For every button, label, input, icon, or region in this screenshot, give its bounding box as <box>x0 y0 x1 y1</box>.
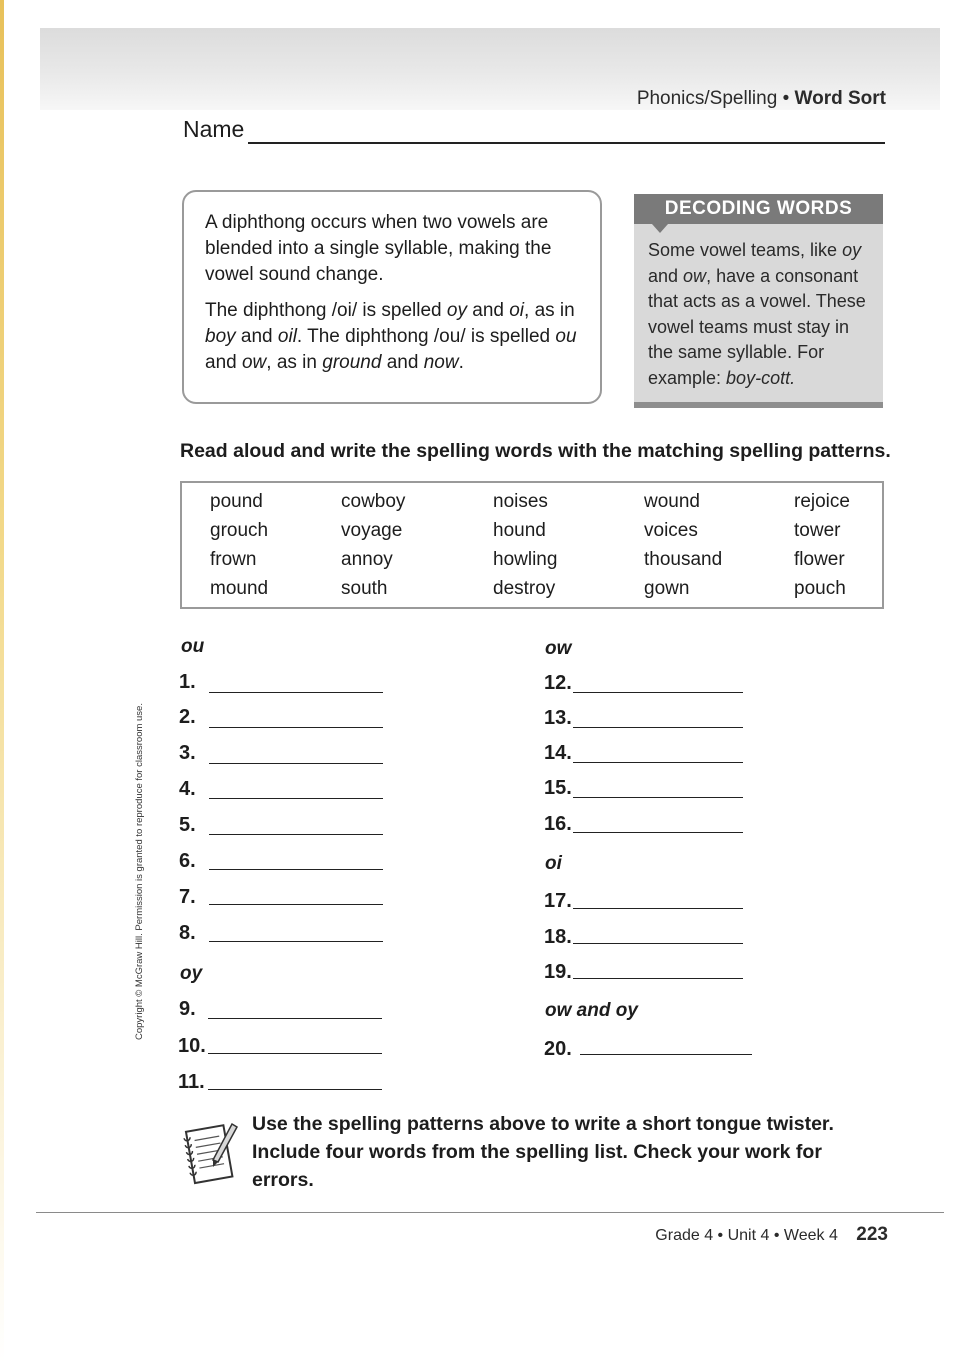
page-number: 223 <box>856 1224 888 1245</box>
section-heading-ow: ow <box>545 638 572 659</box>
answer-line[interactable] <box>209 869 383 870</box>
decoding-words-text: Some vowel teams, like oy and ow, have a consonant that acts as a vowel. These vowel teams must stay in the same syllable. For example: boy-cott. <box>648 240 866 388</box>
item-number: 13. <box>544 707 572 729</box>
item-number: 1. <box>179 671 196 693</box>
answer-line[interactable] <box>573 727 743 728</box>
word-item: south <box>341 578 388 599</box>
item-number: 12. <box>544 672 572 694</box>
answer-line[interactable] <box>209 727 383 728</box>
footer-divider <box>36 1212 944 1213</box>
answer-line[interactable] <box>573 943 743 944</box>
answer-line[interactable] <box>573 832 743 833</box>
word-column-5 <box>794 487 850 603</box>
answer-line[interactable] <box>209 692 383 693</box>
decoding-words-title: DECODING WORDS <box>634 194 883 224</box>
name-label: Name <box>183 116 245 142</box>
item-number: 17. <box>544 890 572 912</box>
word-item: grouch <box>210 520 269 541</box>
item-number: 15. <box>544 777 572 799</box>
word-item: pound <box>210 491 263 512</box>
info-paragraph-2: The diphthong /oi/ is spelled oy and oi, as in boy and oil. The diphthong /ou/ is spelled ou and ow, as in ground and now. <box>205 300 577 373</box>
word-item: voices <box>644 520 698 541</box>
answer-line[interactable] <box>208 1089 382 1090</box>
word-column-2 <box>341 487 405 603</box>
item-number: 14. <box>544 742 572 764</box>
item-number: 8. <box>179 922 196 944</box>
info-paragraph-1: A diphthong occurs when two vowels are blended into a single syllable, making the vowel sound change. <box>205 212 552 285</box>
word-item: frown <box>210 549 257 570</box>
section-heading-ou: ou <box>181 636 205 657</box>
decoding-words-box <box>634 194 883 408</box>
word-column-1 <box>210 487 268 603</box>
spelling-word-bank <box>180 481 884 609</box>
word-item: hound <box>493 520 546 541</box>
word-item: gown <box>644 578 690 599</box>
word-item: noises <box>493 491 548 512</box>
sort-instruction: Read aloud and write the spelling words with the matching spelling patterns. <box>180 440 891 462</box>
answer-line[interactable] <box>209 904 383 905</box>
section-heading-ow-and-oy: ow and oy <box>545 1000 638 1021</box>
answer-line[interactable] <box>573 978 743 979</box>
word-item: howling <box>493 549 558 570</box>
copyright-notice: Copyright © McGraw Hill. Permission is granted to reproduce for classroom use. <box>134 703 145 1040</box>
word-column-3 <box>493 487 557 603</box>
answer-line[interactable] <box>209 834 383 835</box>
word-item: annoy <box>341 549 393 570</box>
word-item: flower <box>794 549 845 570</box>
word-item: rejoice <box>794 491 850 512</box>
item-number: 2. <box>179 706 196 728</box>
word-item: cowboy <box>341 491 406 512</box>
item-number: 4. <box>179 778 196 800</box>
word-item: mound <box>210 578 269 599</box>
word-item: voyage <box>341 520 403 541</box>
answer-line[interactable] <box>209 798 383 799</box>
item-number: 18. <box>544 926 572 948</box>
answer-line[interactable] <box>208 1053 382 1054</box>
page-footer <box>655 1224 888 1246</box>
item-number: 6. <box>179 850 196 872</box>
item-number: 20. <box>544 1038 572 1060</box>
word-item: tower <box>794 520 841 541</box>
decoding-box-bottom-bar <box>634 402 883 408</box>
item-number: 19. <box>544 961 572 983</box>
section-heading-oi: oi <box>545 853 562 874</box>
footer-grade-unit: Grade 4 • Unit 4 • Week 4 <box>655 1227 838 1244</box>
word-item: thousand <box>644 549 723 570</box>
item-number: 7. <box>179 886 196 908</box>
answer-line[interactable] <box>573 797 743 798</box>
item-number: 10. <box>178 1035 206 1057</box>
answer-line[interactable] <box>208 1018 382 1019</box>
item-number: 16. <box>544 813 572 835</box>
word-item: wound <box>644 491 700 512</box>
word-item: destroy <box>493 578 556 599</box>
header-title: Phonics/Spelling • Word Sort <box>636 88 886 109</box>
item-number: 11. <box>178 1071 205 1093</box>
answer-line[interactable] <box>580 1054 752 1055</box>
answer-line[interactable] <box>573 692 743 693</box>
item-number: 3. <box>179 742 196 764</box>
tongue-twister-prompt: Use the spelling patterns above to write a short tongue twister. Include four words from the spelling list. Check your work for errors. <box>252 1113 834 1191</box>
answer-line[interactable] <box>209 763 383 764</box>
notebook-pencil-icon <box>182 1118 238 1188</box>
word-item: pouch <box>794 578 846 599</box>
answer-line[interactable] <box>209 941 383 942</box>
word-column-4 <box>644 487 722 603</box>
name-write-line[interactable] <box>248 142 885 144</box>
answer-line[interactable] <box>573 762 743 763</box>
item-number: 5. <box>179 814 196 836</box>
section-heading-oy: oy <box>180 963 203 984</box>
diphthong-info-box <box>182 190 602 404</box>
answer-line[interactable] <box>573 908 743 909</box>
page-edge-stripe <box>0 0 4 1364</box>
item-number: 9. <box>179 998 196 1020</box>
